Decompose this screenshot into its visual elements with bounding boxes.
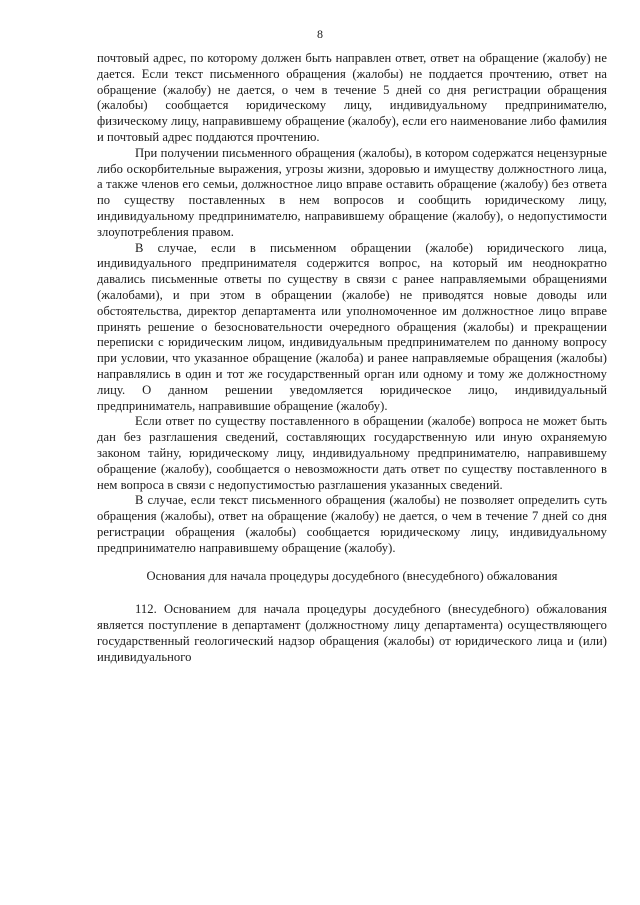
document-body [97,51,607,665]
paragraph-undefined-essence: В случае, если текст письменного обращения (жалобы) не позволяет определить суть обращения (жалобы), ответ на обращение (жалобу) не дается, о чем в течение 7 дней со дня регистрации обращения (жалобы) сообщается юридическому лицу, индивидуальному предпринимателю направившему обращение (жалобу). [97,493,607,555]
paragraph-repeated-question: В случае, если в письменном обращении (жалобе) юридического лица, индивидуального предпринимателя содержится вопрос, на который им неоднократно давались письменные ответы по существу в связи с ранее направляемыми обращениями (жалобами), и при этом в обращении (жалобе) не приводятся новые доводы или обстоятельства, директор департамента или уполномоченное им должностное лицо вправе принять решение о безосновательности очередного обращения (жалобы) и прекращении переписки с юридическим лицом, индивидуальным предпринимателем по данному вопросу при условии, что указанное обращение (жалоба) и ранее направляемые обращения (жалобы) направлялись в один и тот же государственный орган или одному и тому же должностному лицу. О данном решении уведомляется юридическое лицо, индивидуальный предприниматель, направившие обращение (жалобу). [97,240,607,413]
section-heading: Основания для начала процедуры досудебного (внесудебного) обжалования [146,568,558,583]
paragraph-continuation: почтовый адрес, по которому должен быть направлен ответ, ответ на обращение (жалобу) не дается. Если текст письменного обращения (жалобы) не поддается прочтению, ответ на обращение (жалобу) не дается, о чем в течение 5 дней со дня регистрации обращения (жалобы) сообщается юридическому лицу, индивидуальному предпринимателю, физическому лицу, направившему обращение (жалобу), если его наименование либо фамилия и почтовый адрес поддаются прочтению. [97,51,607,144]
paragraph-112: 112. Основанием для начала процедуры досудебного (внесудебного) обжалования является поступление в департамент (должностному лицу департамента) осуществляющего государственный геологический надзор обращения (жалобы) от юридического лица и (или) индивидуального [97,602,607,664]
page-number: 8 [317,27,323,41]
paragraph-state-secret: Если ответ по существу поставленного в обращении (жалобе) вопроса не может быть дан без разглашения сведений, составляющих государственную или иную охраняемую законом тайну, юридическому лицу, индивидуальному предпринимателю, направившему обращение (жалобу), сообщается о невозможности дать ответ по существу поставленного в нем вопроса в связи с недопустимостью разглашения указанных сведений. [97,414,607,492]
paragraph-offensive-content: При получении письменного обращения (жалобы), в котором содержатся нецензурные либо оскорбительные выражения, угрозы жизни, здоровью и имуществу должностного лица, а также членов его семьи, должностное лицо вправе оставить обращение (жалобу) без ответа по существу поставленных в нем вопросов и сообщить юридическому лицу, индивидуальному предпринимателю, направившему обращение (жалобу), о недопустимости злоупотребления правом. [97,145,607,239]
